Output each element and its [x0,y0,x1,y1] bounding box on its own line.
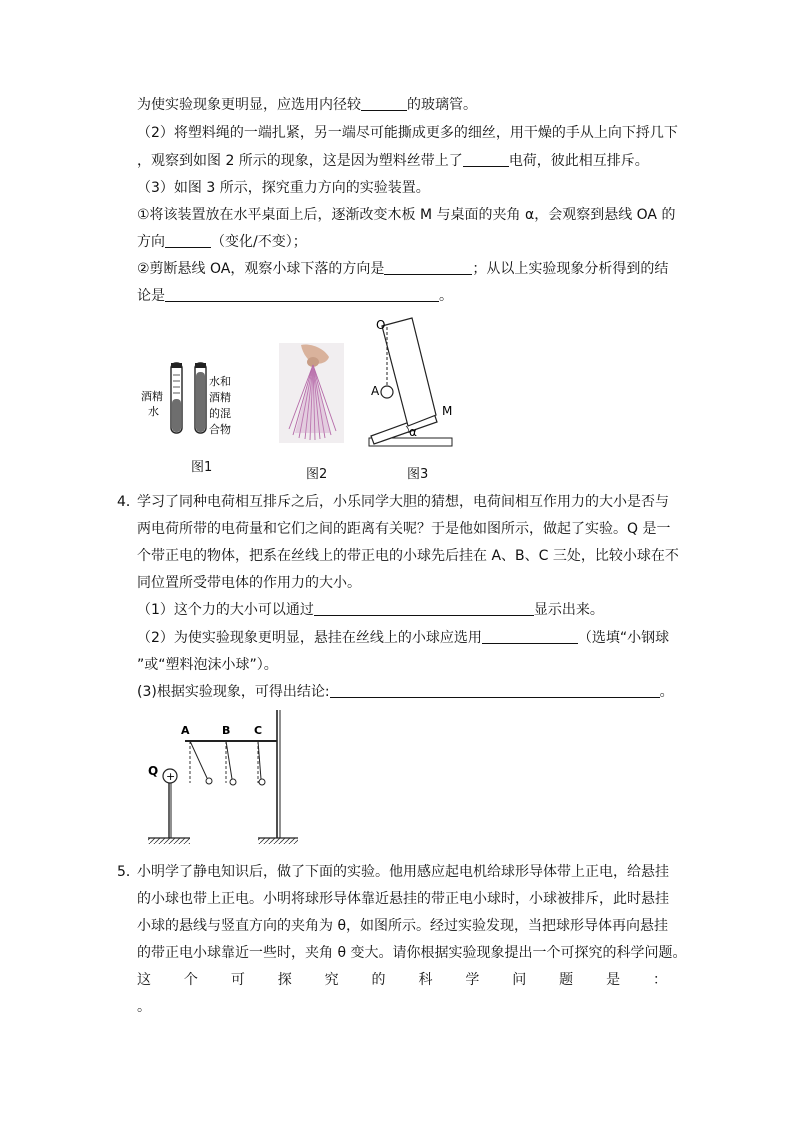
answer-blank[interactable] [330,683,660,698]
answer-blank[interactable] [384,260,472,275]
figure-1-test-tubes [138,355,238,445]
q5-char: 学 [465,972,480,988]
fig1-label-alcohol: 酒精 [141,390,163,403]
q4-line-3: 个带正电的物体，把系在丝线上的带正电的小球先后挂在 A、B、C 三处，比较小球在不 [137,548,679,564]
q3-part3-1-text: 方向 [137,234,165,250]
q3-part2-line1: （2）将塑料绳的一端扎紧，另一端尽可能撕成更多的细丝，用干燥的手从上向下捋几下 [137,125,678,141]
q3-part3-2-line1 [137,259,677,279]
q5-char: 可 [230,972,245,988]
q5-line-3: 小球的悬线与竖直方向的夹角为 θ，如图所示。经过实验发现，当把球形导体再向悬挂 [137,918,669,934]
q3-conclusion-text: 论是 [137,288,165,304]
figure-2-caption: 图2 [306,467,328,482]
fig1-label-mix-3: 的混 [209,407,231,420]
q4-label-B: B [222,724,231,737]
q4-part2-line2: ”或“塑料泡沫小球”）。 [137,657,278,673]
figure-3-gravity-apparatus [362,314,462,452]
q4-part3-tail: 。 [659,684,674,700]
q4-part3 [137,682,677,702]
q4-part3-text: (3)根据实验现象，可得出结论: [137,684,330,700]
q5-char: 的 [371,972,386,988]
q4-label-Q: Q [148,764,159,778]
q4-label-A: A [181,724,190,737]
q4-plus-sign: + [166,770,176,783]
q5-char: 探 [277,972,292,988]
q3-part3-title: （3）如图 3 所示，探究重力方向的实验装置。 [137,180,430,196]
q4-line-4: 同位置所受带电体的作用力的大小。 [137,575,361,591]
fig3-label-alpha: α [409,425,417,439]
q5-char: 问 [512,972,527,988]
q5-char: 是 [606,972,621,988]
q4-part1-tail: 显示出来。 [533,602,604,618]
answer-blank[interactable] [165,287,439,302]
q3-part3-2-line2 [137,286,677,306]
q4-line-1: 学习了同种电荷相互排斥之后，小乐同学大胆的猜想，电荷间相互作用力的大小是否与 [137,494,669,510]
figure-3-caption: 图3 [407,467,429,482]
q4-part2-line1 [137,628,677,648]
fig1-label-mix-4: 合物 [209,423,231,436]
answer-blank[interactable] [314,601,534,616]
q3-line-1 [137,95,677,115]
q3-part3-1-line1: ①将该装置放在水平桌面上后，逐渐改变木板 M 与桌面的夹角 α，会观察到悬线 OA 的 [137,207,676,223]
q5-line-6 [137,997,677,1017]
q5-line-2: 的小球也带上正电。小明将球形导体靠近悬挂的带正电小球时，小球被排斥，此时悬挂 [137,891,669,907]
q3-conclusion-tail: 。 [439,288,453,304]
q4-label-C: C [254,724,263,737]
figure-2-plastic-strands-photo [279,343,344,443]
q5-spaced-question [137,970,667,990]
answer-blank[interactable] [463,152,509,167]
q3-part3-2-tail: ；从以上实验现象分析得到的结 [472,261,669,277]
q5-char: 这 [137,972,151,988]
figure-1-caption: 图1 [191,460,213,475]
fig3-label-O: O [376,318,386,332]
answer-blank[interactable] [361,96,407,111]
q3-part3-1-tail: （变化/不变）； [211,234,307,250]
q5-char: 究 [324,972,339,988]
q3-line1-text: 为使实验现象更明显，应选用内径较 [137,97,361,113]
q3-line1-tail: 的玻璃管。 [407,97,477,113]
answer-blank[interactable] [482,629,578,644]
q5-line-1: 小明学了静电知识后，做了下面的实验。他用感应起电机给球形导体带上正电，给悬挂 [137,864,669,880]
q5-char: 科 [418,972,433,988]
q3-part2-line2 [137,151,677,171]
q4-part1-text: （1）这个力的大小可以通过 [137,602,314,618]
fig3-label-M: M [442,404,453,418]
q4-part2-tail: （选填“小钢球 [577,630,670,646]
q4-figure-charge-pendulums [140,708,300,846]
q3-part2-tail: 电荷，彼此相互排斥。 [508,153,649,169]
q5-line-4: 的带正电小球靠近一些时，夹角 θ 变大。请你根据实验现象提出一个可探究的科学问题。 [137,945,687,961]
q5-line-5 [137,970,677,990]
q3-part3-1-line2 [137,232,677,252]
fig1-label-water: 水 [148,405,159,418]
fig1-label-mix-2: 酒精 [209,391,231,404]
q4-line-2: 两电荷所带的电荷量和它们之间的距离有关呢？于是他如图所示，做起了实验。Q 是一 [137,521,671,537]
q3-part2-text: ，观察到如图 2 所示的现象，这是因为塑料丝带上了 [137,153,463,169]
q4-part2-text: （2）为使实验现象更明显，悬挂在丝线上的小球应选用 [137,630,482,646]
fig1-label-mix-1: 水和 [209,375,231,388]
q4-part1 [137,600,677,620]
fig3-label-A: A [371,384,380,398]
q5-char: 题 [559,972,574,988]
q3-part3-2-text: ②剪断悬线 OA，观察小球下落的方向是 [137,261,385,277]
q4-number: 4． [117,494,140,510]
q5-char: ： [652,972,667,988]
q5-char: 个 [183,972,198,988]
answer-blank[interactable] [165,233,211,248]
q5-end-mark: 。 [137,999,151,1015]
q5-number: 5． [117,864,140,880]
